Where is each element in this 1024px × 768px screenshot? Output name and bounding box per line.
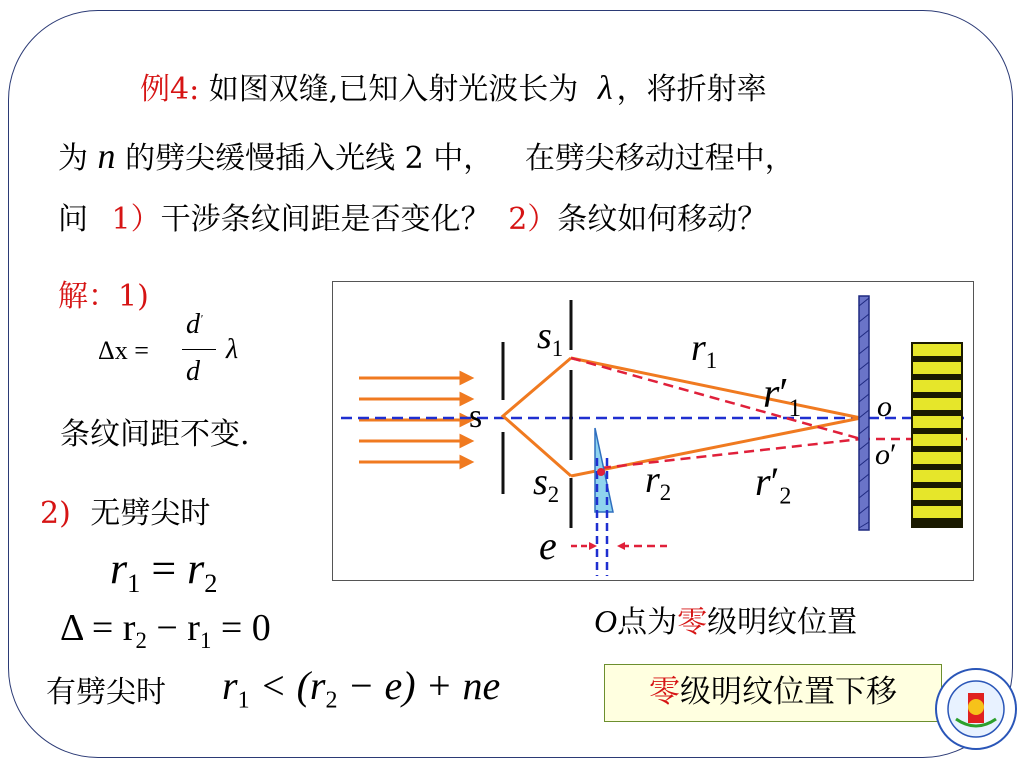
problem-text-1-end: ，将折射率 bbox=[616, 72, 767, 107]
fraction-bar bbox=[182, 349, 216, 350]
wedge-entry-point bbox=[597, 468, 605, 476]
slit-1-label: $s_1$ bbox=[537, 315, 564, 361]
question-1-number: 1） bbox=[111, 202, 161, 237]
formula-denominator: d bbox=[186, 356, 200, 387]
problem-text-2a: 为 bbox=[58, 141, 88, 176]
formula-numerator: d' bbox=[186, 309, 203, 340]
incident-light-arrows bbox=[359, 373, 471, 467]
college-logo bbox=[934, 667, 1018, 751]
lambda-symbol: λ bbox=[597, 70, 613, 107]
problem-line-1 bbox=[140, 72, 767, 107]
example-label: 例4: bbox=[140, 72, 200, 107]
problem-line-2 bbox=[58, 136, 795, 176]
conclusion-box: 零级明纹位置下移 bbox=[604, 664, 942, 722]
question-2: 条纹如何移动？ bbox=[557, 202, 768, 237]
with-wedge-label: 有劈尖时 bbox=[46, 675, 166, 710]
part-2-number: 2) bbox=[40, 496, 71, 531]
r1-prime-label: $r'_1$ bbox=[763, 371, 802, 422]
spacing-formula-lhs: Δx = bbox=[98, 336, 149, 365]
point-o-prime-label: o′ bbox=[875, 438, 897, 471]
r1-label: $r_1$ bbox=[691, 327, 718, 373]
problem-text-2b: 的劈尖缓慢插入光线 2 中， bbox=[125, 141, 494, 176]
solution-heading: 解：1) bbox=[58, 279, 149, 314]
r2-label: $r_2$ bbox=[645, 459, 672, 505]
wedge-inequality: $r_1 < (r_2 - e)$ + ne bbox=[222, 663, 501, 714]
diagram-svg bbox=[333, 282, 973, 580]
r2-prime-label: $r'_2$ bbox=[755, 459, 792, 510]
double-slit-diagram bbox=[332, 281, 974, 581]
zero-order-position-note: O点为零级明纹位置 bbox=[594, 603, 858, 640]
problem-text-2c: 在劈尖移动过程中， bbox=[524, 141, 795, 176]
ray-r2 bbox=[571, 418, 861, 476]
path-difference-equation: $\Delta = r_2 - r_1 = 0$ bbox=[60, 607, 271, 653]
formula-lambda: λ bbox=[226, 334, 239, 365]
n-symbol: n bbox=[97, 136, 116, 176]
fringe-pattern bbox=[911, 342, 963, 528]
e-arrow-right-head bbox=[617, 542, 625, 550]
slit-2-label: $s_2$ bbox=[533, 461, 560, 507]
problem-text-3a: 问 bbox=[58, 202, 88, 237]
point-o-label: o bbox=[877, 390, 892, 423]
problem-text-1: 如图双缝,已知入射光波长为 bbox=[208, 72, 579, 107]
source-label: s bbox=[469, 398, 483, 435]
question-1: 干涉条纹间距是否变化？ bbox=[160, 202, 491, 237]
question-2-number: 2） bbox=[508, 202, 558, 237]
problem-line-3 bbox=[58, 203, 767, 237]
spacing-conclusion: 条纹间距不变. bbox=[60, 417, 250, 452]
part-2-label: 无劈尖时 bbox=[90, 496, 211, 531]
wedge-thickness-label: e bbox=[539, 523, 557, 568]
part-2-heading bbox=[40, 497, 210, 531]
equal-paths-equation: $r_1 = r_2$ bbox=[110, 544, 218, 599]
